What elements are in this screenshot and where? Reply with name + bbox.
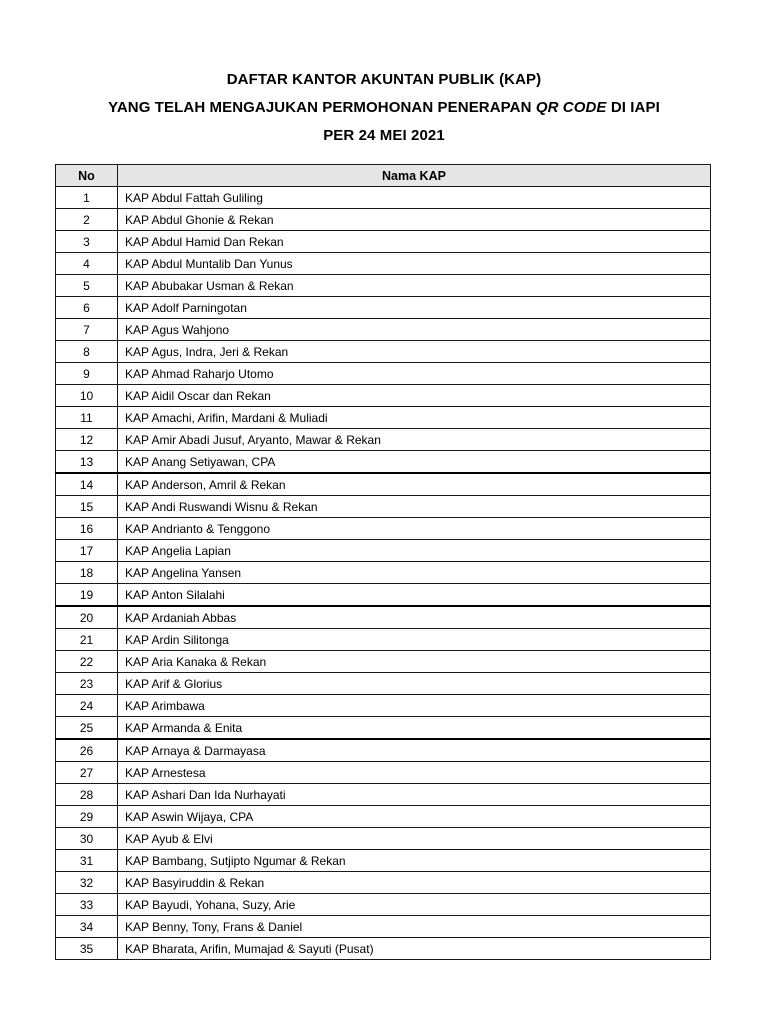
row-number: 16 (56, 518, 118, 540)
table-row (56, 407, 711, 429)
row-number: 3 (56, 231, 118, 253)
table-row (56, 341, 711, 363)
kap-name: KAP Andrianto & Tenggono (118, 518, 711, 540)
table-row (56, 606, 711, 629)
kap-name: KAP Amachi, Arifin, Mardani & Muliadi (118, 407, 711, 429)
row-number: 9 (56, 363, 118, 385)
table-row (56, 828, 711, 850)
row-number: 32 (56, 872, 118, 894)
title-line-1: DAFTAR KANTOR AKUNTAN PUBLIK (KAP) (226, 71, 542, 88)
row-number: 6 (56, 297, 118, 319)
table-header-row (56, 165, 711, 187)
row-number: 34 (56, 916, 118, 938)
kap-name: KAP Bharata, Arifin, Mumajad & Sayuti (Pusat) (118, 938, 711, 960)
table-row (56, 850, 711, 872)
row-number: 30 (56, 828, 118, 850)
column-header-no: No (56, 165, 118, 187)
table-row (56, 673, 711, 695)
kap-name: KAP Ayub & Elvi (118, 828, 711, 850)
kap-name: KAP Benny, Tony, Frans & Daniel (118, 916, 711, 938)
row-number: 12 (56, 429, 118, 451)
kap-name: KAP Ardaniah Abbas (118, 606, 711, 629)
kap-name: KAP Angelina Yansen (118, 562, 711, 584)
kap-name: KAP Angelia Lapian (118, 540, 711, 562)
row-number: 31 (56, 850, 118, 872)
table-row (56, 275, 711, 297)
row-number: 4 (56, 253, 118, 275)
kap-name: KAP Agus Wahjono (118, 319, 711, 341)
kap-name: KAP Basyiruddin & Rekan (118, 872, 711, 894)
kap-name: KAP Aswin Wijaya, CPA (118, 806, 711, 828)
row-number: 2 (56, 209, 118, 231)
table-row (56, 762, 711, 784)
kap-name: KAP Abdul Ghonie & Rekan (118, 209, 711, 231)
table-row (56, 540, 711, 562)
table-row (56, 429, 711, 451)
table-row (56, 784, 711, 806)
row-number: 25 (56, 717, 118, 740)
row-number: 11 (56, 407, 118, 429)
kap-name: KAP Andi Ruswandi Wisnu & Rekan (118, 496, 711, 518)
kap-name: KAP Adolf Parningotan (118, 297, 711, 319)
kap-name: KAP Arimbawa (118, 695, 711, 717)
table-row (56, 451, 711, 474)
table-row (56, 231, 711, 253)
table-row (56, 385, 711, 407)
table-row (56, 872, 711, 894)
title-line-2 (0, 94, 768, 122)
title-line-2-suffix: DI IAPI (610, 99, 660, 116)
kap-name: KAP Bambang, Sutjipto Ngumar & Rekan (118, 850, 711, 872)
row-number: 8 (56, 341, 118, 363)
row-number: 7 (56, 319, 118, 341)
title-line-3: PER 24 MEI 2021 (323, 127, 445, 144)
kap-name: KAP Ardin Silitonga (118, 629, 711, 651)
table-row (56, 496, 711, 518)
row-number: 24 (56, 695, 118, 717)
table-row (56, 629, 711, 651)
kap-name: KAP Abdul Fattah Guliling (118, 187, 711, 209)
row-number: 22 (56, 651, 118, 673)
kap-name: KAP Ashari Dan Ida Nurhayati (118, 784, 711, 806)
kap-name: KAP Abubakar Usman & Rekan (118, 275, 711, 297)
row-number: 10 (56, 385, 118, 407)
qr-code-emphasis: QR CODE (535, 99, 607, 116)
table-row (56, 916, 711, 938)
kap-name: KAP Anton Silalahi (118, 584, 711, 607)
table-row (56, 319, 711, 341)
kap-name: KAP Agus, Indra, Jeri & Rekan (118, 341, 711, 363)
column-header-nama-kap: Nama KAP (118, 165, 711, 187)
kap-name: KAP Arif & Glorius (118, 673, 711, 695)
row-number: 21 (56, 629, 118, 651)
row-number: 18 (56, 562, 118, 584)
kap-table (55, 164, 711, 960)
table-row (56, 473, 711, 496)
kap-name: KAP Aria Kanaka & Rekan (118, 651, 711, 673)
kap-name: KAP Anderson, Amril & Rekan (118, 473, 711, 496)
kap-name: KAP Arnaya & Darmayasa (118, 739, 711, 762)
table-row (56, 584, 711, 607)
row-number: 33 (56, 894, 118, 916)
table-row (56, 253, 711, 275)
title-line-2-prefix: YANG TELAH MENGAJUKAN PERMOHONAN PENERAPAN (108, 99, 532, 116)
document-header (0, 66, 768, 150)
kap-name: KAP Ahmad Raharjo Utomo (118, 363, 711, 385)
table-row (56, 739, 711, 762)
kap-name: KAP Bayudi, Yohana, Suzy, Arie (118, 894, 711, 916)
kap-name: KAP Amir Abadi Jusuf, Aryanto, Mawar & Rekan (118, 429, 711, 451)
row-number: 35 (56, 938, 118, 960)
row-number: 23 (56, 673, 118, 695)
row-number: 29 (56, 806, 118, 828)
table-row (56, 518, 711, 540)
row-number: 14 (56, 473, 118, 496)
row-number: 17 (56, 540, 118, 562)
table-row (56, 894, 711, 916)
table-row (56, 651, 711, 673)
kap-name: KAP Abdul Hamid Dan Rekan (118, 231, 711, 253)
table-row (56, 695, 711, 717)
row-number: 28 (56, 784, 118, 806)
row-number: 20 (56, 606, 118, 629)
kap-name: KAP Abdul Muntalib Dan Yunus (118, 253, 711, 275)
kap-name: KAP Arnestesa (118, 762, 711, 784)
kap-name: KAP Anang Setiyawan, CPA (118, 451, 711, 474)
table-row (56, 209, 711, 231)
table-row (56, 562, 711, 584)
row-number: 19 (56, 584, 118, 607)
table-row (56, 187, 711, 209)
row-number: 13 (56, 451, 118, 474)
table-row (56, 938, 711, 960)
kap-name: KAP Armanda & Enita (118, 717, 711, 740)
row-number: 5 (56, 275, 118, 297)
row-number: 15 (56, 496, 118, 518)
table-row (56, 363, 711, 385)
kap-name: KAP Aidil Oscar dan Rekan (118, 385, 711, 407)
table-row (56, 806, 711, 828)
row-number: 26 (56, 739, 118, 762)
row-number: 1 (56, 187, 118, 209)
table-row (56, 297, 711, 319)
row-number: 27 (56, 762, 118, 784)
table-row (56, 717, 711, 740)
